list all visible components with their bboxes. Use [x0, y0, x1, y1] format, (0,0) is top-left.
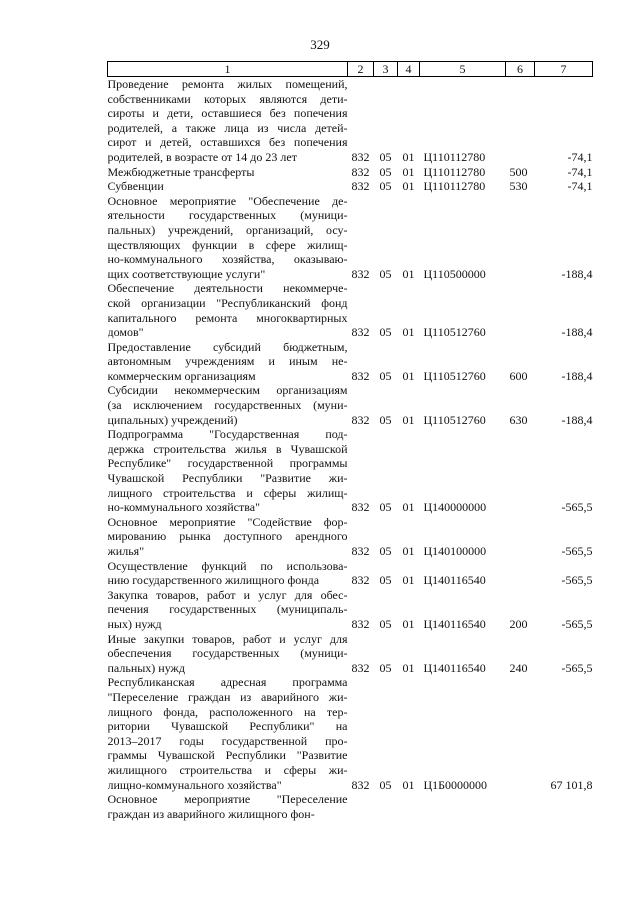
- subsection-code-cell: 01: [402, 164, 415, 179]
- row-name-line: родителей, в возрасте от 14 до 23 лет: [107, 149, 297, 164]
- gr-code-cell: 832: [351, 573, 370, 588]
- section-code-cell: 05: [379, 368, 392, 383]
- section-code-cell: 05: [379, 660, 392, 675]
- amount-cell: -188,4: [561, 325, 593, 340]
- row-name-line: ных) нужд: [107, 616, 162, 631]
- gr-code-cell: 832: [351, 179, 370, 194]
- target-article-cell: Ц110512760: [423, 325, 486, 340]
- subsection-code-cell: [398, 792, 420, 821]
- subsection-code-cell: 01: [402, 325, 415, 340]
- expense-type-cell: [506, 77, 535, 165]
- header-col-4: 4: [398, 62, 420, 77]
- target-article-cell: Ц140000000: [423, 500, 487, 515]
- row-name-line: Предоставление субсидий бюджетным,: [107, 339, 348, 354]
- table-row: [108, 194, 593, 282]
- expense-type-cell: [506, 194, 535, 282]
- row-name-line: Республике" государственной программы: [107, 456, 348, 471]
- table-row: [108, 179, 593, 194]
- subsection-code-cell: 01: [402, 544, 415, 558]
- subsection-code-cell: 01: [402, 266, 415, 281]
- section-code-cell: 05: [379, 500, 392, 515]
- table-row: [108, 588, 593, 632]
- row-name-line: родителей, а также лица из числа детей-: [107, 120, 348, 135]
- target-article-cell: Ц110112780: [423, 164, 486, 179]
- row-name-line: Основное мероприятие "Содействие фор-: [107, 514, 348, 529]
- row-name-line: граждан из аварийного жилищного фон-: [107, 806, 315, 821]
- section-code-cell: 05: [379, 149, 392, 164]
- row-name-line: Республиканская адресная программа: [107, 675, 348, 690]
- page-number: 329: [310, 37, 330, 52]
- subsection-code-cell: 01: [402, 368, 415, 383]
- target-article-cell: Ц140116540: [423, 660, 486, 675]
- header-col-5: 5: [420, 62, 506, 77]
- section-code-cell: [374, 792, 398, 821]
- gr-code-cell: 832: [351, 777, 370, 792]
- table-row: [108, 427, 593, 515]
- row-name-cell: [108, 281, 348, 339]
- row-name-line: но-коммунального хозяйства": [107, 500, 260, 515]
- gr-code-cell: 832: [351, 149, 370, 164]
- row-name-line: Субвенции: [107, 179, 164, 194]
- row-name-line: обеспечения государственных (муници-: [107, 646, 348, 661]
- amount-cell: -188,4: [561, 368, 593, 383]
- header-col-6: 6: [506, 62, 535, 77]
- gr-code-cell: 832: [351, 164, 370, 179]
- target-article-cell: Ц110500000: [423, 266, 486, 281]
- gr-code-cell: 832: [351, 266, 370, 281]
- expense-type-cell: 630: [509, 412, 528, 427]
- expense-type-cell: [506, 675, 535, 792]
- expense-type-cell: [506, 427, 535, 515]
- row-name-line: сироты и дети, оставшиеся без попечения: [107, 106, 348, 121]
- table-row: [108, 559, 593, 588]
- target-article-cell: Ц140116540: [423, 616, 486, 631]
- amount-cell: [535, 792, 593, 821]
- expense-type-cell: [506, 515, 535, 559]
- row-name-line: пальных) нужд: [107, 660, 185, 675]
- gr-code-cell: 832: [351, 368, 370, 383]
- table-row: [108, 515, 593, 559]
- amount-cell: -74,1: [567, 164, 593, 179]
- subsection-code-cell: 01: [402, 149, 415, 164]
- amount-cell: -565,5: [561, 616, 593, 631]
- row-name-cell: [108, 588, 348, 632]
- row-name-line: жилья": [107, 544, 145, 558]
- row-name-line: "Переселение граждан из аварийного жи-: [107, 689, 348, 704]
- amount-cell: -565,5: [561, 500, 593, 515]
- gr-code-cell: 832: [351, 325, 370, 340]
- row-name-line: но-коммунального хозяйства, оказываю-: [107, 252, 348, 267]
- row-name-line: Иные закупки товаров, работ и услуг для: [107, 631, 348, 646]
- expense-type-cell: 240: [509, 660, 528, 675]
- gr-code-cell: 832: [351, 544, 370, 558]
- section-code-cell: 05: [379, 616, 392, 631]
- amount-cell: -565,5: [561, 660, 593, 675]
- gr-code-cell: 832: [351, 500, 370, 515]
- row-name-line: нию государственного жилищного фонда: [107, 573, 320, 588]
- target-article-cell: Ц1Б0000000: [423, 777, 488, 792]
- subsection-code-cell: 01: [402, 660, 415, 675]
- row-name-line: сирот и детей, оставшихся без попечения: [107, 135, 348, 150]
- section-code-cell: 05: [379, 544, 392, 558]
- row-name-line: автономным учреждениям и иным не-: [107, 354, 348, 369]
- section-code-cell: 05: [379, 412, 392, 427]
- subsection-code-cell: 01: [402, 500, 415, 515]
- row-name-cell: [108, 559, 348, 588]
- row-name-line: печения государственных (муниципаль-: [107, 602, 348, 617]
- row-name-line: Проведение ремонта жилых помещений,: [107, 77, 348, 91]
- row-name-line: Закупка товаров, работ и услуг для обес-: [107, 587, 348, 602]
- expense-type-cell: 200: [509, 616, 528, 631]
- amount-cell: 67 101,8: [550, 777, 593, 792]
- table-row: [108, 165, 593, 180]
- header-col-7: 7: [535, 62, 593, 77]
- row-name-line: домов": [107, 325, 144, 340]
- target-article-cell: Ц140116540: [423, 573, 486, 588]
- row-name-line: держка строительства жилья в Чувашской: [107, 441, 348, 456]
- table-body: [108, 77, 593, 822]
- amount-cell: -74,1: [567, 149, 593, 164]
- amount-cell: -565,5: [561, 544, 593, 558]
- row-name-line: щих соответствующие услуги": [107, 266, 266, 281]
- table-header-row: [108, 62, 593, 77]
- row-name-line: лищного фонда, расположенного на тер-: [107, 704, 348, 719]
- row-name-line: Осуществление функций по использова-: [107, 558, 348, 573]
- row-name-line: 2013–2017 годы государственной про-: [107, 733, 348, 748]
- subsection-code-cell: 01: [402, 777, 415, 792]
- row-name-line: ятельности государственных (муници-: [107, 208, 348, 223]
- table-row: [108, 77, 593, 165]
- gr-code-cell: [348, 792, 374, 821]
- header-col-2: 2: [348, 62, 374, 77]
- row-name-line: ществляющих функции в сфере жилищ-: [107, 237, 348, 252]
- row-name-cell: [108, 675, 348, 792]
- header-col-3: 3: [374, 62, 398, 77]
- row-name-line: Чувашской Республики "Развитие жи-: [107, 471, 348, 486]
- target-article-cell: Ц110112780: [423, 149, 486, 164]
- row-name-cell: [108, 340, 348, 384]
- target-article-cell: Ц140100000: [423, 544, 487, 558]
- amount-cell: -565,5: [561, 573, 593, 588]
- section-code-cell: 05: [379, 179, 392, 194]
- gr-code-cell: 832: [351, 660, 370, 675]
- section-code-cell: 05: [379, 573, 392, 588]
- row-name-line: лищного строительства и сферы жилищ-: [107, 485, 348, 500]
- expense-type-cell: 530: [509, 179, 528, 194]
- table-row: [108, 675, 593, 792]
- row-name-cell: [108, 515, 348, 559]
- row-name-line: Субсидии некоммерческим организациям: [107, 383, 348, 398]
- budget-table: [107, 61, 593, 821]
- row-name-line: собственниками которых являются дети-: [107, 91, 348, 106]
- target-article-cell: Ц110512760: [423, 368, 486, 383]
- row-name-line: Обеспечение деятельности некоммерче-: [107, 281, 348, 296]
- row-name-cell: [108, 77, 348, 165]
- target-article-cell: Ц110512760: [423, 412, 486, 427]
- row-name-line: Основное мероприятие "Переселение: [107, 792, 348, 807]
- table-row: [108, 340, 593, 384]
- amount-cell: -74,1: [567, 179, 593, 194]
- expense-type-cell: [506, 559, 535, 588]
- subsection-code-cell: 01: [402, 412, 415, 427]
- row-name-line: пальных) учреждений, организаций, осу-: [107, 222, 348, 237]
- subsection-code-cell: 01: [402, 616, 415, 631]
- target-article-cell: Ц110112780: [423, 179, 486, 194]
- subsection-code-cell: 01: [402, 573, 415, 588]
- gr-code-cell: 832: [351, 412, 370, 427]
- row-name-line: коммерческим организациям: [107, 368, 256, 383]
- row-name-line: (за исключением государственных (муни-: [107, 398, 348, 413]
- row-name-line: мированию рынка доступного арендного: [107, 529, 348, 544]
- gr-code-cell: 832: [351, 616, 370, 631]
- row-name-cell: [108, 383, 348, 427]
- amount-cell: -188,4: [561, 266, 593, 281]
- row-name-cell: [108, 792, 348, 821]
- row-name-line: Подпрограмма "Государственная под-: [107, 427, 348, 442]
- subsection-code-cell: 01: [402, 179, 415, 194]
- expense-type-cell: 500: [509, 164, 528, 179]
- table-row: [108, 632, 593, 676]
- row-name-cell: [108, 179, 348, 194]
- section-code-cell: 05: [379, 325, 392, 340]
- expense-type-cell: [506, 792, 535, 821]
- row-name-line: ской организации "Республиканский фонд: [107, 295, 348, 310]
- amount-cell: -188,4: [561, 412, 593, 427]
- row-name-line: Основное мероприятие "Обеспечение де-: [107, 193, 348, 208]
- row-name-line: граммы Чувашской Республики "Развитие: [107, 748, 348, 763]
- expense-type-cell: [506, 281, 535, 339]
- row-name-line: жилищного строительства и сферы жи-: [107, 762, 348, 777]
- section-code-cell: 05: [379, 164, 392, 179]
- header-col-1: 1: [108, 62, 348, 77]
- row-name-line: ритории Чувашской Республики" на: [107, 719, 348, 734]
- row-name-line: ципальных) учреждений): [107, 412, 238, 427]
- table-row: [108, 383, 593, 427]
- row-name-cell: [108, 165, 348, 180]
- row-name-cell: [108, 632, 348, 676]
- row-name-cell: [108, 194, 348, 282]
- section-code-cell: 05: [379, 777, 392, 792]
- table-row: [108, 281, 593, 339]
- section-code-cell: 05: [379, 266, 392, 281]
- table-row: [108, 792, 593, 821]
- row-name-line: Межбюджетные трансферты: [107, 164, 255, 179]
- expense-type-cell: 600: [509, 368, 528, 383]
- row-name-line: капитального ремонта многоквартирных: [107, 310, 348, 325]
- target-article-cell: [420, 792, 506, 821]
- row-name-line: лищно-коммунального хозяйства": [107, 777, 282, 792]
- row-name-cell: [108, 427, 348, 515]
